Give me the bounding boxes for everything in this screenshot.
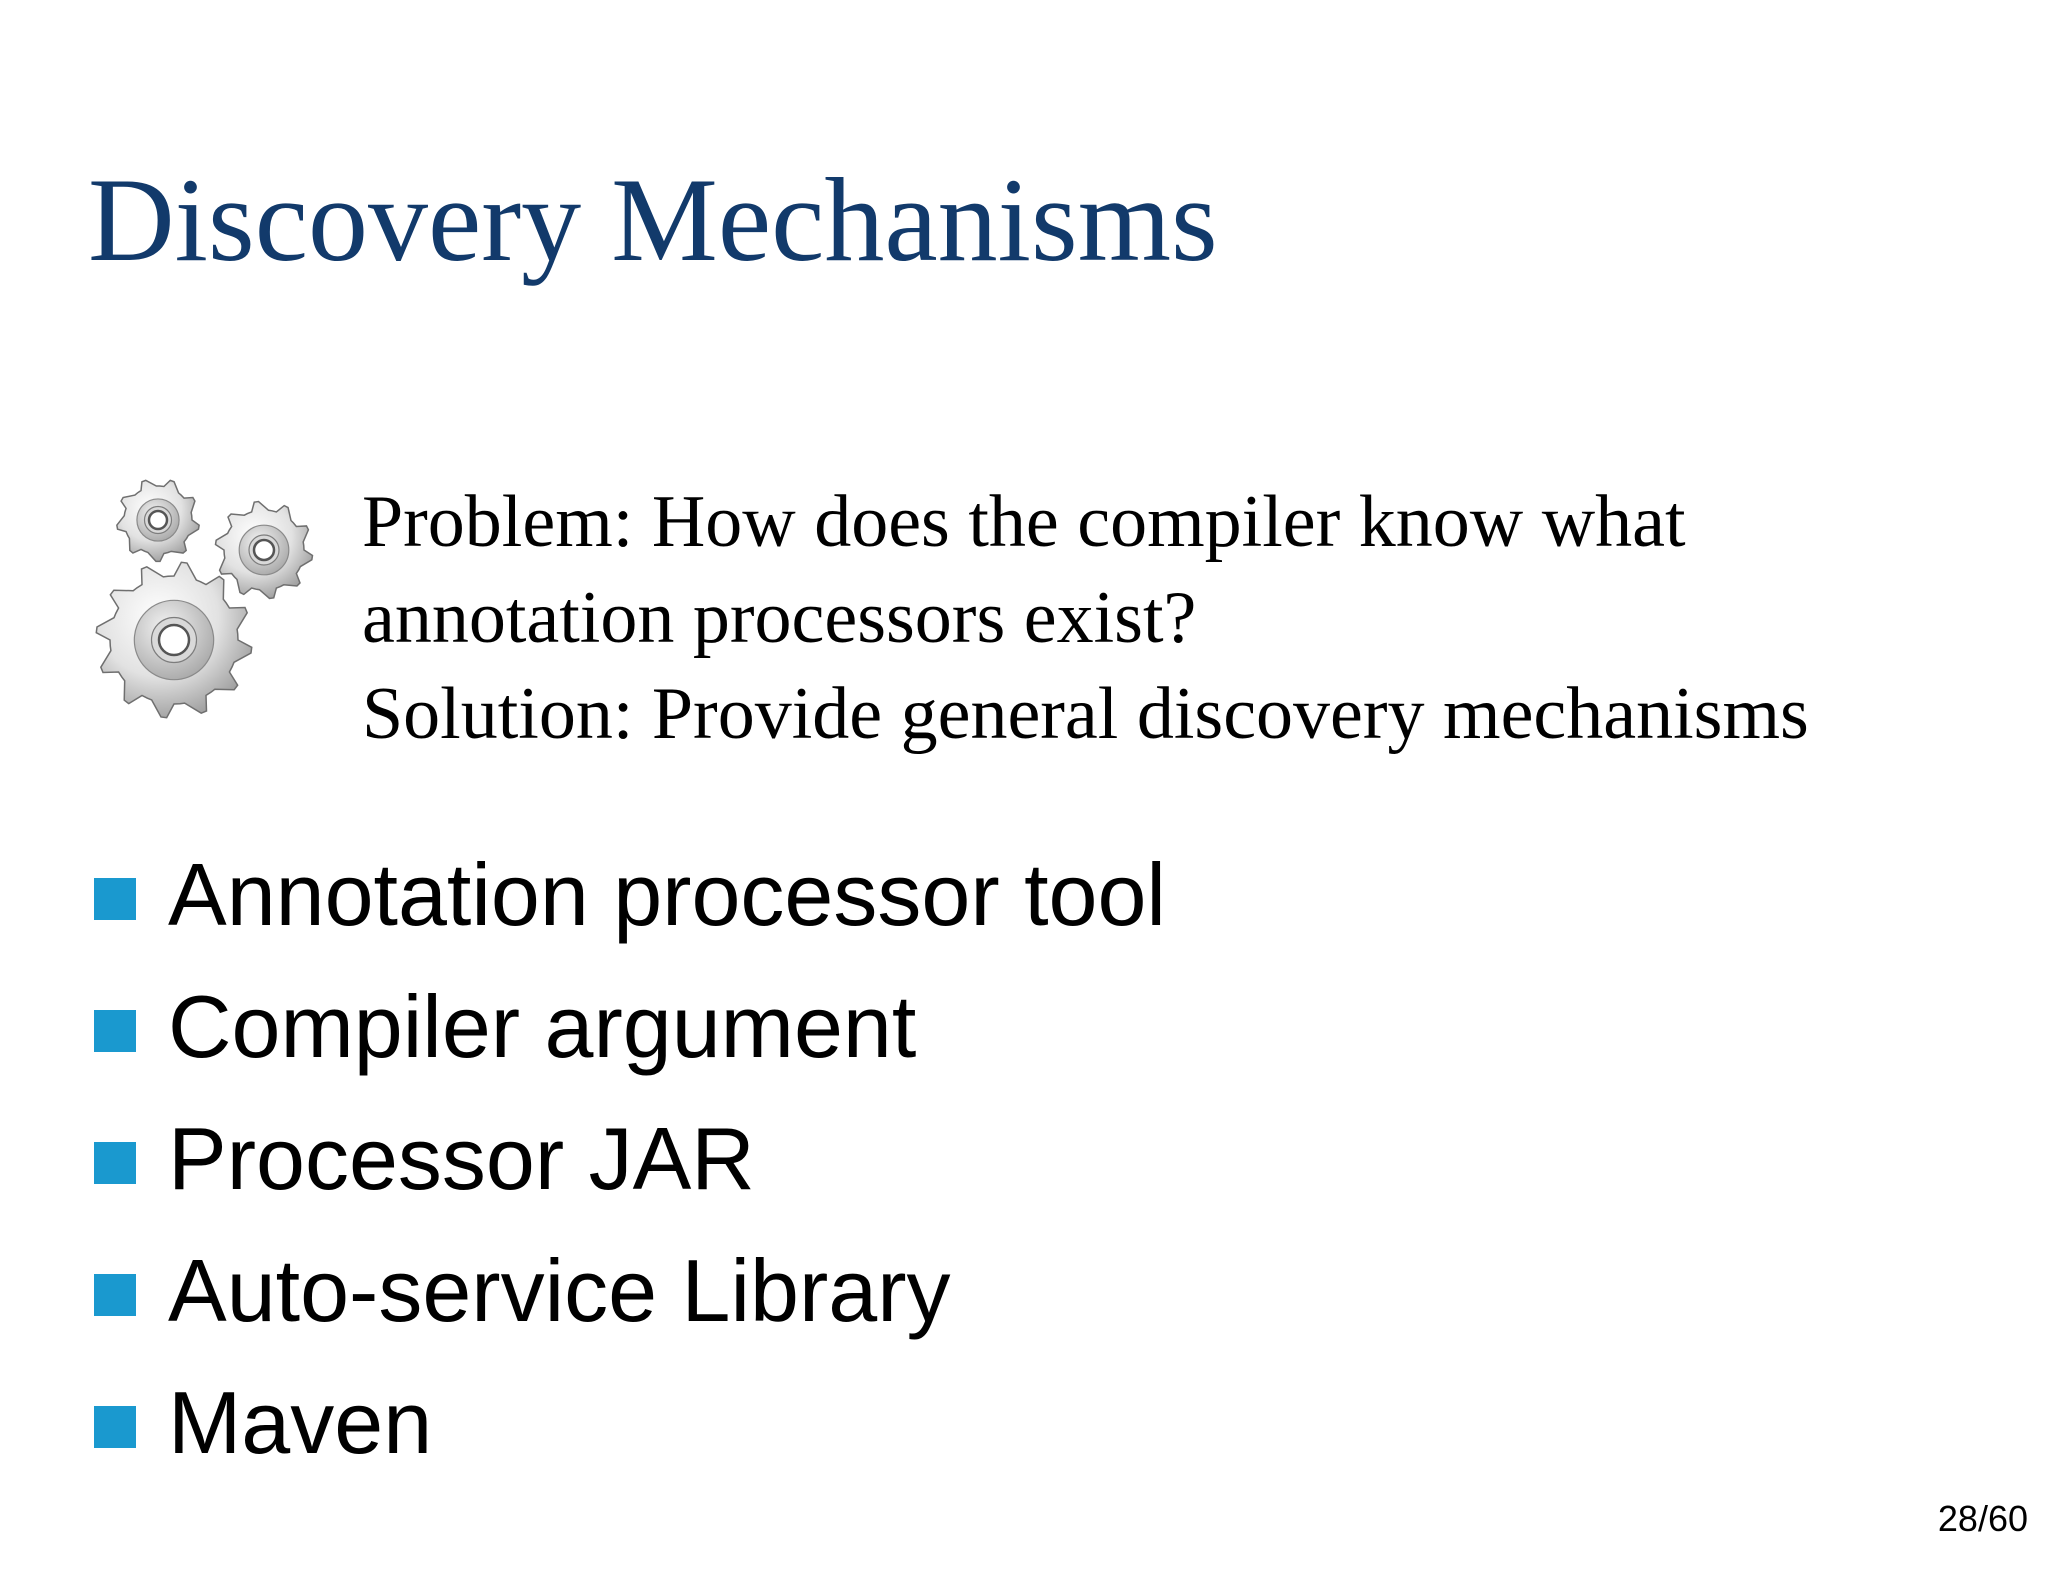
list-item	[94, 1104, 1166, 1236]
bullet-square-icon	[94, 1274, 136, 1316]
small-gear-top-right	[216, 502, 313, 599]
problem-solution-text	[362, 474, 2002, 762]
bullet-square-icon	[94, 1010, 136, 1052]
small-gear-top-left	[117, 480, 199, 561]
gears-icon	[92, 470, 332, 730]
list-item	[94, 1236, 1166, 1368]
bullet-text: Auto-service Library	[168, 1241, 951, 1340]
list-item	[94, 972, 1166, 1104]
list-item	[94, 840, 1166, 972]
list-item	[94, 1368, 1166, 1500]
bullet-square-icon	[94, 878, 136, 920]
problem-line-2: annotation processors exist?	[362, 577, 1197, 659]
bullet-square-icon	[94, 1406, 136, 1448]
bullet-list	[94, 840, 1166, 1500]
slide-title: Discovery Mechanisms	[88, 153, 1218, 286]
page-number: 28/60	[1937, 1498, 2028, 1539]
bullet-text: Processor JAR	[168, 1109, 755, 1208]
problem-line-1: Problem: How does the compiler know what	[362, 481, 1686, 563]
bullet-square-icon	[94, 1142, 136, 1184]
bullet-text: Maven	[168, 1373, 433, 1472]
solution-line: Solution: Provide general discovery mechanisms	[362, 673, 1809, 755]
bullet-text: Annotation processor tool	[168, 845, 1166, 944]
bullet-text: Compiler argument	[168, 977, 917, 1076]
large-gear-bottom	[96, 562, 251, 717]
